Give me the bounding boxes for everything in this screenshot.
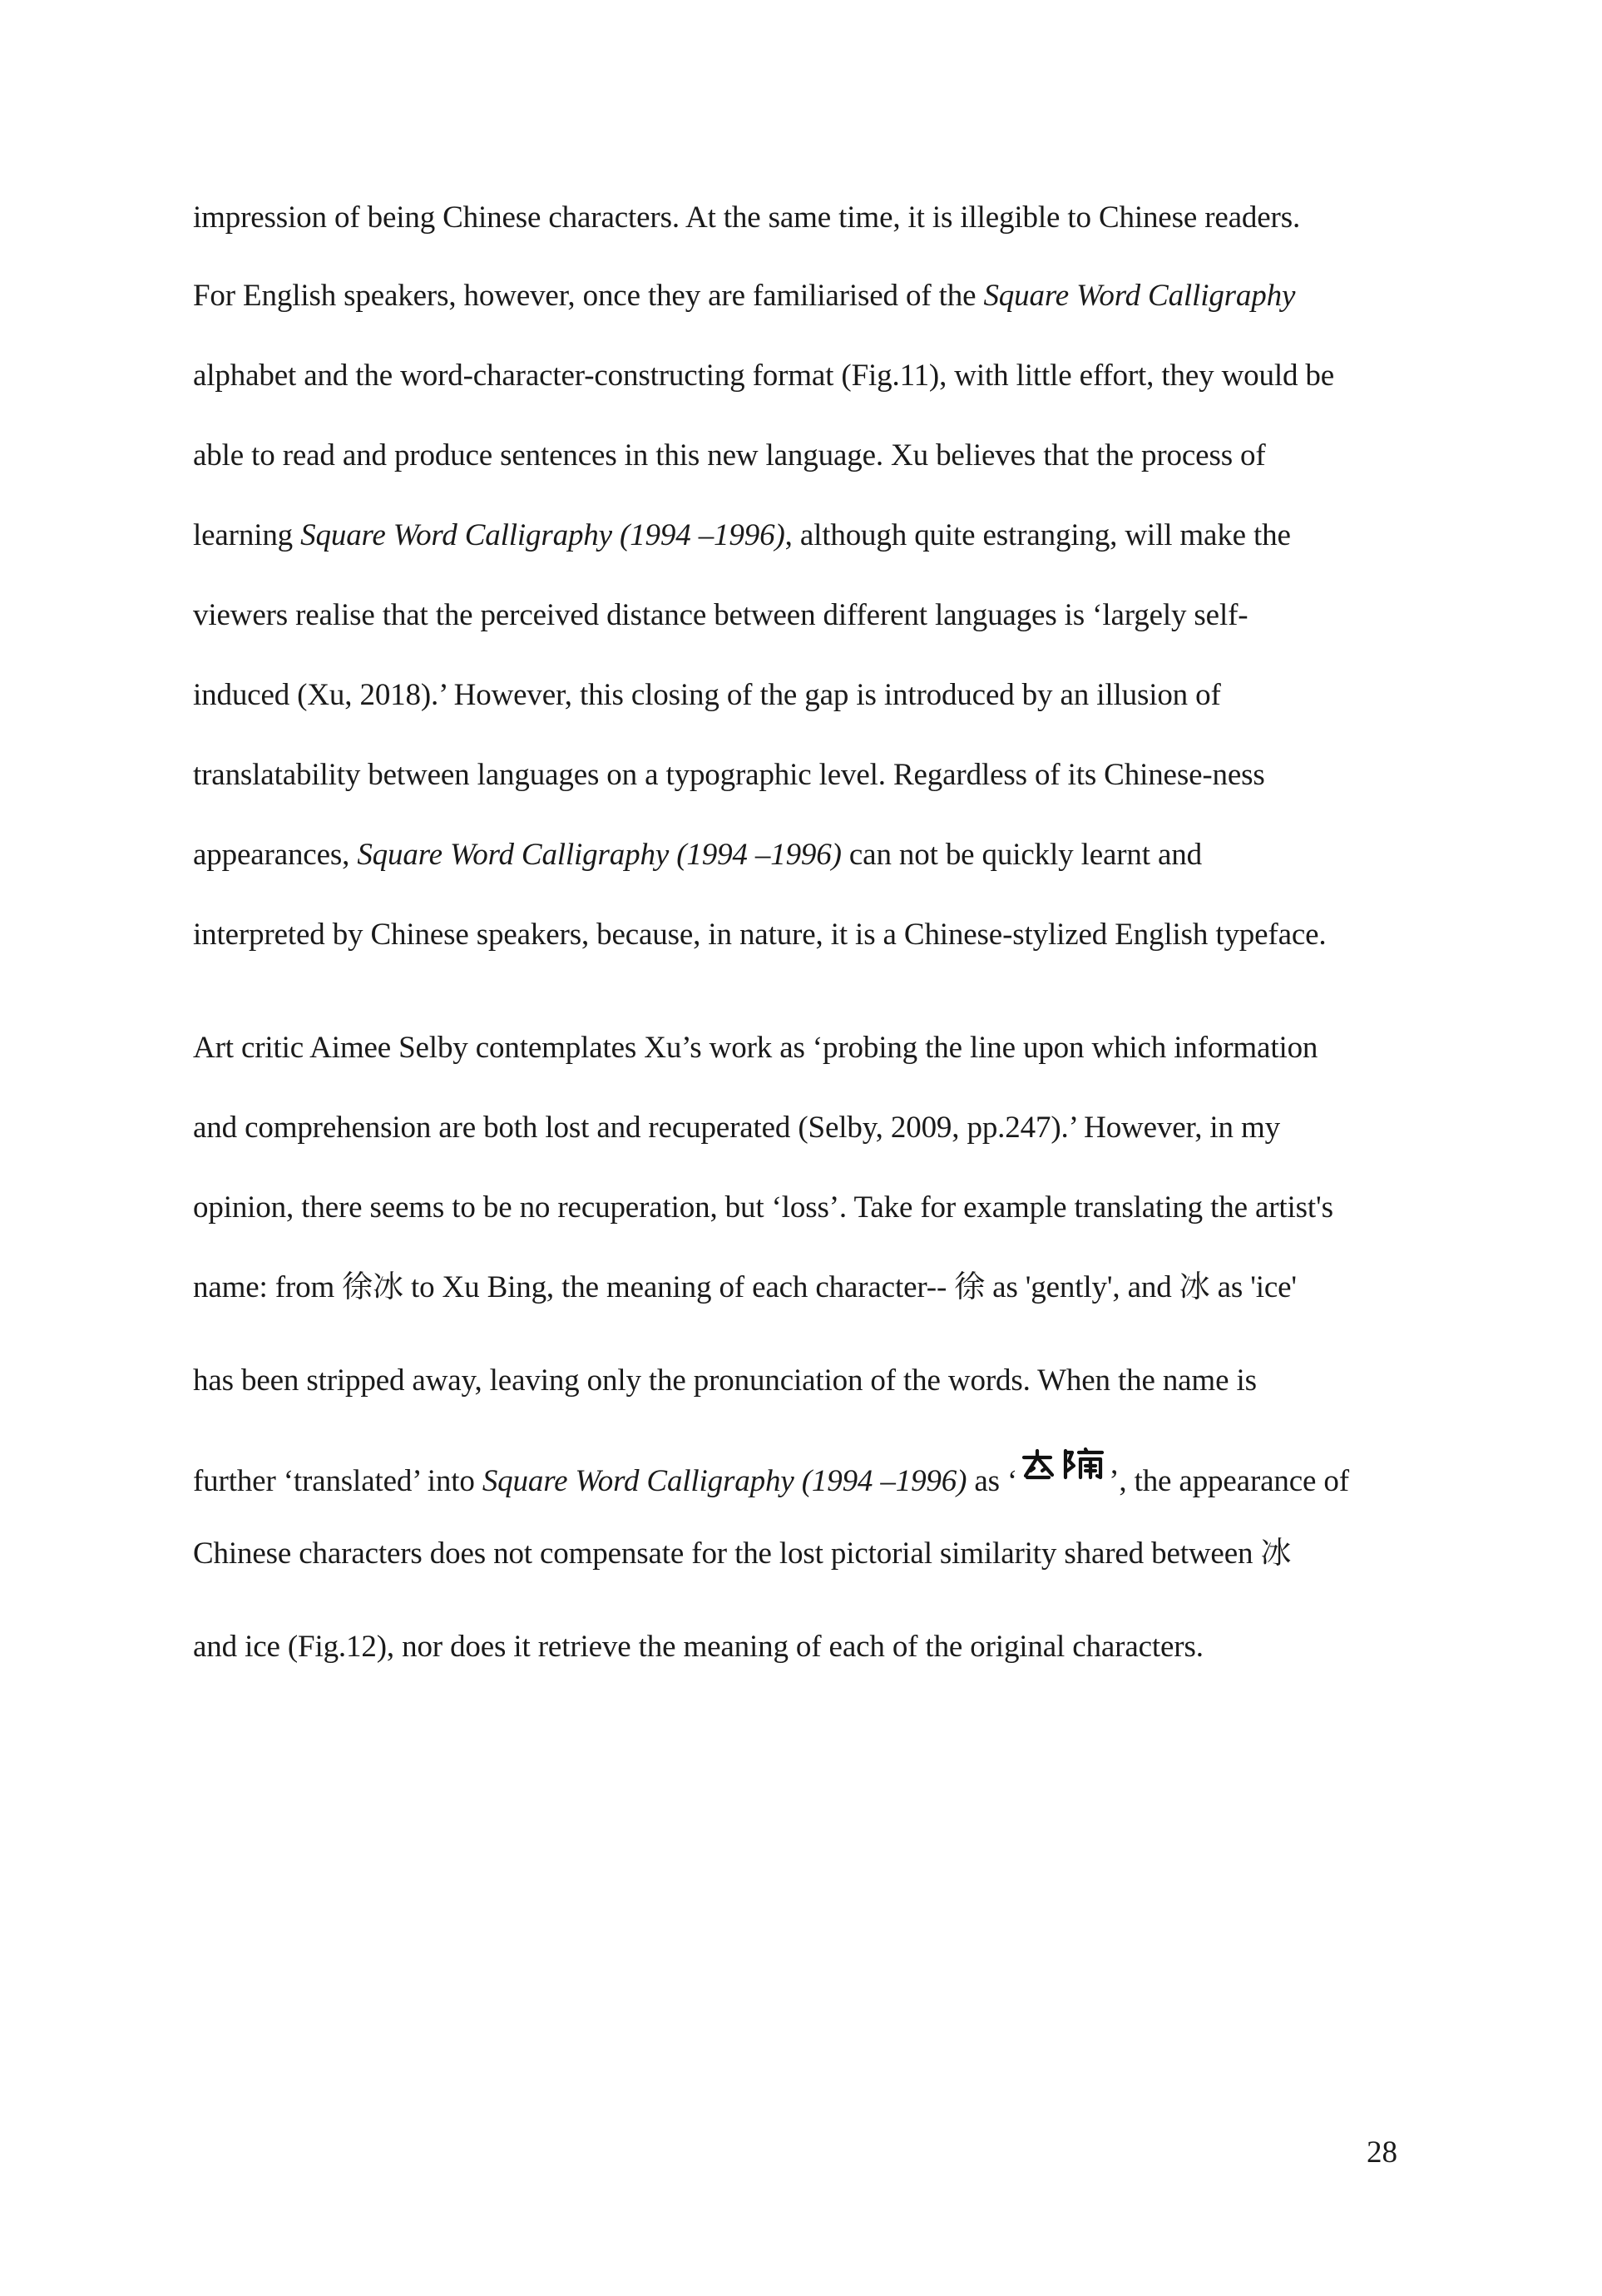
text-segment: Art critic Aimee Selby contemplates Xu’s work as ‘probing the line upon which information (193, 1031, 1318, 1065)
text-segment: induced (Xu, 2018).’ However, this closing of the gap is introduced by an illusion of (193, 678, 1221, 712)
text-segment: ’, the appearance of (1109, 1464, 1349, 1498)
text-line (193, 1456, 1349, 1500)
text-segment: translatability between languages on a typographic level. Regardless of its Chinese-ness (193, 758, 1265, 792)
text-segment: can not be quickly learnt and (841, 838, 1202, 872)
text-segment: name: from 徐冰 to Xu Bing, the meaning of each character-- 徐 as 'gently', and 冰 as 'ice' (193, 1270, 1297, 1304)
text-segment: Chinese characters does not compensate for the lost pictorial similarity shared between 冰 (193, 1536, 1292, 1571)
italic-title: Square Word Calligraphy (983, 279, 1296, 313)
text-line (193, 1363, 1257, 1399)
text-line (193, 200, 1300, 236)
square-word-calligraphy-glyph (1019, 1446, 1107, 1481)
text-line (193, 597, 1248, 634)
text-segment: able to read and produce sentences in this new language. Xu believes that the process of (193, 438, 1266, 473)
text-segment: alphabet and the word-character-constructing format (Fig.11), with little effort, they would be (193, 359, 1335, 393)
text-line (193, 1629, 1204, 1665)
italic-title: Square Word Calligraphy (1994 –1996) (482, 1464, 967, 1498)
text-line (193, 757, 1265, 794)
text-line (193, 1190, 1333, 1226)
text-segment: For English speakers, however, once they are familiarised of the (193, 279, 984, 313)
text-segment: , although quite estranging, will make the (784, 518, 1291, 552)
text-segment: as ‘ (967, 1464, 1018, 1498)
text-line (193, 1030, 1318, 1066)
text-line (193, 1536, 1291, 1572)
text-segment: viewers realise that the perceived distance between different languages is ‘largely self- (193, 598, 1248, 632)
text-line (193, 438, 1266, 474)
text-line (193, 517, 1291, 554)
text-line (193, 917, 1327, 953)
text-line (193, 278, 1295, 314)
text-line (193, 1110, 1280, 1146)
italic-title: Square Word Calligraphy (1994 –1996) (300, 518, 785, 552)
text-segment: and ice (Fig.12), nor does it retrieve the meaning of each of the original characters. (193, 1630, 1204, 1664)
text-segment: opinion, there seems to be no recuperation, but ‘loss’. Take for example translating the artist's (193, 1190, 1333, 1225)
text-segment: further ‘translated’ into (193, 1464, 482, 1498)
text-segment: has been stripped away, leaving only the pronunciation of the words. When the name is (193, 1363, 1257, 1398)
text-segment: learning (193, 518, 301, 552)
page-number: 28 (1367, 2135, 1397, 2170)
text-segment: and comprehension are both lost and recuperated (Selby, 2009, pp.247).’ However, in my (193, 1111, 1280, 1145)
text-line (193, 677, 1221, 714)
text-line (193, 837, 1202, 873)
text-segment: appearances, (193, 838, 358, 872)
text-segment: interpreted by Chinese speakers, because, in nature, it is a Chinese-stylized English typeface. (193, 918, 1327, 952)
text-line (193, 1269, 1297, 1306)
text-segment: impression of being Chinese characters. At the same time, it is illegible to Chinese readers. (193, 200, 1301, 235)
italic-title: Square Word Calligraphy (1994 –1996) (357, 838, 842, 872)
text-line (193, 358, 1334, 394)
